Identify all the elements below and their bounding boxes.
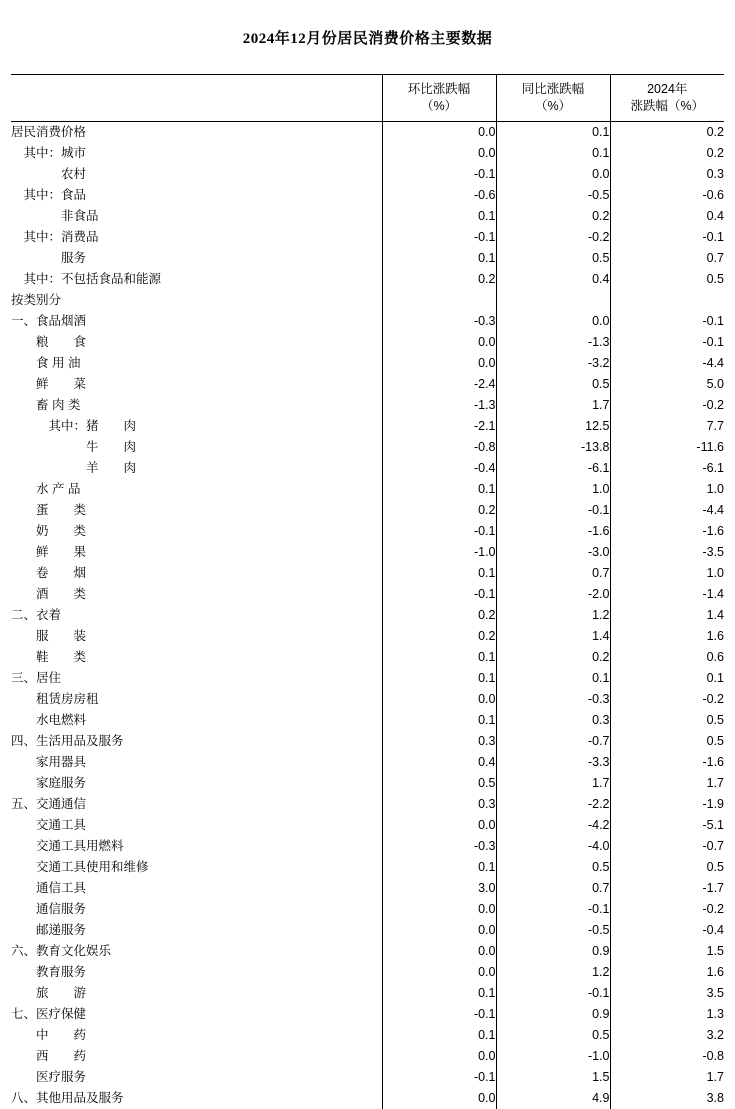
row-label: 中 药: [11, 1025, 382, 1046]
row-label: 三、居住: [11, 668, 382, 689]
column-header-annual: [610, 75, 724, 122]
row-value-1: 0.1: [382, 983, 496, 1004]
row-value-3: 1.6: [610, 626, 724, 647]
row-value-1: -0.1: [382, 521, 496, 542]
row-value-3: 0.5: [610, 857, 724, 878]
row-label: 交通工具使用和维修: [11, 857, 382, 878]
row-value-1: 0.1: [382, 563, 496, 584]
row-value-2: 0.9: [496, 1004, 610, 1025]
row-value-2: 0.5: [496, 248, 610, 269]
column-header-yoy: [496, 75, 610, 122]
row-value-3: 1.7: [610, 1067, 724, 1088]
row-value-2: [496, 290, 610, 311]
row-value-3: [610, 290, 724, 311]
row-value-2: 0.9: [496, 941, 610, 962]
row-value-2: 0.5: [496, 1025, 610, 1046]
row-value-3: 0.5: [610, 731, 724, 752]
table-row: [11, 542, 724, 563]
row-value-1: -2.1: [382, 416, 496, 437]
row-label: 旅 游: [11, 983, 382, 1004]
row-value-2: 0.2: [496, 206, 610, 227]
column-header-mom-line1: 环比涨跌幅: [383, 81, 496, 98]
row-value-2: -2.2: [496, 794, 610, 815]
row-value-2: 12.5: [496, 416, 610, 437]
table-row: [11, 983, 724, 1004]
table-row: [11, 1088, 724, 1109]
row-value-3: 0.1: [610, 668, 724, 689]
row-label: 家用器具: [11, 752, 382, 773]
row-value-2: -0.5: [496, 185, 610, 206]
row-label: 鲜 菜: [11, 374, 382, 395]
row-value-1: 0.2: [382, 605, 496, 626]
row-value-2: -0.3: [496, 689, 610, 710]
row-value-1: -0.8: [382, 437, 496, 458]
row-value-3: -0.6: [610, 185, 724, 206]
table-row: [11, 773, 724, 794]
table-row: [11, 374, 724, 395]
row-value-1: 0.4: [382, 752, 496, 773]
table-row: [11, 647, 724, 668]
row-label: 水 产 品: [11, 479, 382, 500]
column-header-mom: [382, 75, 496, 122]
row-label: 非食品: [11, 206, 382, 227]
row-label: 租赁房房租: [11, 689, 382, 710]
table-row: [11, 941, 724, 962]
table-row: [11, 479, 724, 500]
row-label: 服 装: [11, 626, 382, 647]
row-label: 按类别分: [11, 290, 382, 311]
row-value-1: 0.3: [382, 731, 496, 752]
row-value-1: -0.6: [382, 185, 496, 206]
table-row: [11, 122, 724, 144]
table-row: [11, 521, 724, 542]
row-label: 蛋 类: [11, 500, 382, 521]
table-row: [11, 206, 724, 227]
row-value-1: -0.1: [382, 584, 496, 605]
row-value-2: 1.7: [496, 395, 610, 416]
row-label: 食 用 油: [11, 353, 382, 374]
row-value-2: 1.7: [496, 773, 610, 794]
row-value-3: -11.6: [610, 437, 724, 458]
row-label: 其中：消费品: [11, 227, 382, 248]
row-label: 其中：猪 肉: [11, 416, 382, 437]
row-value-2: 0.1: [496, 143, 610, 164]
row-value-2: 4.9: [496, 1088, 610, 1109]
table-row: [11, 164, 724, 185]
row-value-3: 1.3: [610, 1004, 724, 1025]
row-value-3: 1.7: [610, 773, 724, 794]
table-row: [11, 878, 724, 899]
row-value-3: 0.2: [610, 122, 724, 144]
row-value-1: 0.0: [382, 332, 496, 353]
row-label: 牛 肉: [11, 437, 382, 458]
row-value-2: -1.0: [496, 1046, 610, 1067]
row-label: 畜 肉 类: [11, 395, 382, 416]
row-value-3: 0.7: [610, 248, 724, 269]
row-value-3: -4.4: [610, 353, 724, 374]
row-value-1: 0.0: [382, 1046, 496, 1067]
row-value-2: -0.1: [496, 500, 610, 521]
row-value-1: 0.2: [382, 626, 496, 647]
row-label: 交通工具用燃料: [11, 836, 382, 857]
row-value-3: 5.0: [610, 374, 724, 395]
row-label: 鲜 果: [11, 542, 382, 563]
row-label: 水电燃料: [11, 710, 382, 731]
row-value-1: -0.1: [382, 1004, 496, 1025]
row-label: 卷 烟: [11, 563, 382, 584]
row-value-1: 0.1: [382, 248, 496, 269]
row-label: 通信服务: [11, 899, 382, 920]
row-value-1: -0.1: [382, 1067, 496, 1088]
row-value-1: -1.3: [382, 395, 496, 416]
table-row: [11, 920, 724, 941]
row-value-3: 1.6: [610, 962, 724, 983]
row-value-3: 3.2: [610, 1025, 724, 1046]
row-label: 鞋 类: [11, 647, 382, 668]
row-value-2: 1.2: [496, 962, 610, 983]
row-value-2: 0.7: [496, 878, 610, 899]
row-value-3: 0.5: [610, 269, 724, 290]
row-label: 其中：城市: [11, 143, 382, 164]
row-value-2: 1.4: [496, 626, 610, 647]
table-row: [11, 752, 724, 773]
column-header-annual-line1: 2024年: [611, 81, 725, 98]
row-value-1: 0.1: [382, 857, 496, 878]
row-value-1: 0.3: [382, 794, 496, 815]
table-row: [11, 668, 724, 689]
row-label: 羊 肉: [11, 458, 382, 479]
row-value-2: -4.0: [496, 836, 610, 857]
row-label: 服务: [11, 248, 382, 269]
table-row: [11, 227, 724, 248]
table-row: [11, 815, 724, 836]
table-row: [11, 458, 724, 479]
row-value-2: -1.3: [496, 332, 610, 353]
table-row: [11, 269, 724, 290]
row-value-1: 0.0: [382, 353, 496, 374]
table-row: [11, 1004, 724, 1025]
row-value-3: 1.0: [610, 563, 724, 584]
row-value-3: -1.7: [610, 878, 724, 899]
row-value-1: -2.4: [382, 374, 496, 395]
row-value-1: 0.0: [382, 962, 496, 983]
row-value-2: 1.5: [496, 1067, 610, 1088]
row-label: 一、食品烟酒: [11, 311, 382, 332]
row-value-3: -0.4: [610, 920, 724, 941]
row-value-1: -0.1: [382, 227, 496, 248]
table-row: [11, 332, 724, 353]
row-label: 通信工具: [11, 878, 382, 899]
row-value-1: 0.0: [382, 920, 496, 941]
table-row: [11, 689, 724, 710]
row-value-2: 0.0: [496, 164, 610, 185]
table-row: [11, 899, 724, 920]
table-row: [11, 353, 724, 374]
row-value-2: -3.2: [496, 353, 610, 374]
row-value-2: 0.1: [496, 122, 610, 144]
cpi-data-table: [11, 74, 724, 1109]
row-value-2: -3.3: [496, 752, 610, 773]
table-row: [11, 584, 724, 605]
row-value-2: 0.5: [496, 374, 610, 395]
row-value-1: -1.0: [382, 542, 496, 563]
row-value-3: -0.2: [610, 395, 724, 416]
row-value-2: -2.0: [496, 584, 610, 605]
row-value-3: -1.6: [610, 521, 724, 542]
row-value-1: 0.0: [382, 143, 496, 164]
table-row: [11, 185, 724, 206]
row-value-3: 3.5: [610, 983, 724, 1004]
row-value-2: -4.2: [496, 815, 610, 836]
row-value-2: -0.2: [496, 227, 610, 248]
row-value-1: 0.2: [382, 269, 496, 290]
table-row: [11, 626, 724, 647]
row-label: 四、生活用品及服务: [11, 731, 382, 752]
row-value-3: 0.3: [610, 164, 724, 185]
table-row: [11, 143, 724, 164]
row-value-1: -0.3: [382, 836, 496, 857]
row-label: 医疗服务: [11, 1067, 382, 1088]
table-row: [11, 710, 724, 731]
table-header-row: [11, 75, 724, 122]
row-label: 农村: [11, 164, 382, 185]
row-value-1: 3.0: [382, 878, 496, 899]
row-value-1: [382, 290, 496, 311]
row-value-3: -5.1: [610, 815, 724, 836]
row-value-2: 1.2: [496, 605, 610, 626]
row-value-2: -6.1: [496, 458, 610, 479]
row-value-3: -0.8: [610, 1046, 724, 1067]
table-row: [11, 1046, 724, 1067]
row-value-1: 0.5: [382, 773, 496, 794]
row-value-1: 0.0: [382, 815, 496, 836]
row-value-1: 0.1: [382, 206, 496, 227]
row-value-3: 7.7: [610, 416, 724, 437]
row-value-3: -0.1: [610, 332, 724, 353]
row-value-3: -0.2: [610, 899, 724, 920]
row-value-2: 0.4: [496, 269, 610, 290]
table-row: [11, 248, 724, 269]
row-value-2: -0.5: [496, 920, 610, 941]
table-row: [11, 1067, 724, 1088]
row-value-3: -3.5: [610, 542, 724, 563]
row-value-3: 1.5: [610, 941, 724, 962]
row-value-2: -1.6: [496, 521, 610, 542]
table-row: [11, 311, 724, 332]
table-row: [11, 563, 724, 584]
row-label: 奶 类: [11, 521, 382, 542]
row-value-3: 0.6: [610, 647, 724, 668]
table-row: [11, 395, 724, 416]
row-value-2: 0.3: [496, 710, 610, 731]
row-value-3: 1.4: [610, 605, 724, 626]
row-value-2: -0.1: [496, 899, 610, 920]
row-label: 粮 食: [11, 332, 382, 353]
row-value-1: 0.0: [382, 899, 496, 920]
row-value-2: -0.1: [496, 983, 610, 1004]
column-header-label: [11, 75, 382, 122]
table-row: [11, 794, 724, 815]
row-label: 七、医疗保健: [11, 1004, 382, 1025]
row-label: 教育服务: [11, 962, 382, 983]
row-value-2: -3.0: [496, 542, 610, 563]
row-value-1: 0.0: [382, 689, 496, 710]
row-value-2: 0.2: [496, 647, 610, 668]
row-value-3: -0.2: [610, 689, 724, 710]
row-label: 五、交通通信: [11, 794, 382, 815]
table-body: [11, 122, 724, 1109]
table-row: [11, 605, 724, 626]
row-value-3: -4.4: [610, 500, 724, 521]
column-header-yoy-line2: （%）: [497, 98, 610, 115]
row-value-3: -0.1: [610, 227, 724, 248]
row-value-1: 0.1: [382, 668, 496, 689]
row-label: 二、衣着: [11, 605, 382, 626]
row-label: 交通工具: [11, 815, 382, 836]
table-row: [11, 290, 724, 311]
row-label: 其中：不包括食品和能源: [11, 269, 382, 290]
table-row: [11, 1025, 724, 1046]
row-value-1: -0.3: [382, 311, 496, 332]
row-value-2: 1.0: [496, 479, 610, 500]
table-row: [11, 731, 724, 752]
row-value-3: 0.5: [610, 710, 724, 731]
row-value-3: -1.4: [610, 584, 724, 605]
table-row: [11, 416, 724, 437]
row-value-1: -0.4: [382, 458, 496, 479]
row-value-3: 0.2: [610, 143, 724, 164]
row-value-3: -1.6: [610, 752, 724, 773]
row-value-1: 0.1: [382, 647, 496, 668]
row-value-2: 0.0: [496, 311, 610, 332]
row-value-2: 0.1: [496, 668, 610, 689]
row-value-3: 0.4: [610, 206, 724, 227]
row-value-2: 0.5: [496, 857, 610, 878]
row-value-1: 0.2: [382, 500, 496, 521]
row-value-3: -0.7: [610, 836, 724, 857]
row-value-1: 0.0: [382, 122, 496, 144]
column-header-yoy-line1: 同比涨跌幅: [497, 81, 610, 98]
row-label: 居民消费价格: [11, 122, 382, 144]
row-label: 六、教育文化娱乐: [11, 941, 382, 962]
table-row: [11, 962, 724, 983]
column-header-annual-line2: 涨跌幅（%）: [611, 98, 725, 115]
row-label: 邮递服务: [11, 920, 382, 941]
row-value-2: 0.7: [496, 563, 610, 584]
row-value-1: -0.1: [382, 164, 496, 185]
table-row: [11, 500, 724, 521]
page-title: 2024年12月份居民消费价格主要数据: [0, 0, 735, 48]
row-value-3: -1.9: [610, 794, 724, 815]
row-value-1: 0.1: [382, 710, 496, 731]
row-value-3: 1.0: [610, 479, 724, 500]
row-label: 其中：食品: [11, 185, 382, 206]
table-row: [11, 836, 724, 857]
table-row: [11, 857, 724, 878]
row-value-3: 3.8: [610, 1088, 724, 1109]
row-value-2: -13.8: [496, 437, 610, 458]
row-value-2: -0.7: [496, 731, 610, 752]
row-label: 西 药: [11, 1046, 382, 1067]
row-value-1: 0.1: [382, 479, 496, 500]
row-value-1: 0.0: [382, 941, 496, 962]
row-value-1: 0.1: [382, 1025, 496, 1046]
row-value-1: 0.0: [382, 1088, 496, 1109]
row-label: 家庭服务: [11, 773, 382, 794]
row-value-3: -6.1: [610, 458, 724, 479]
column-header-mom-line2: （%）: [383, 98, 496, 115]
row-label: 八、其他用品及服务: [11, 1088, 382, 1109]
table-row: [11, 437, 724, 458]
row-label: 酒 类: [11, 584, 382, 605]
row-value-3: -0.1: [610, 311, 724, 332]
